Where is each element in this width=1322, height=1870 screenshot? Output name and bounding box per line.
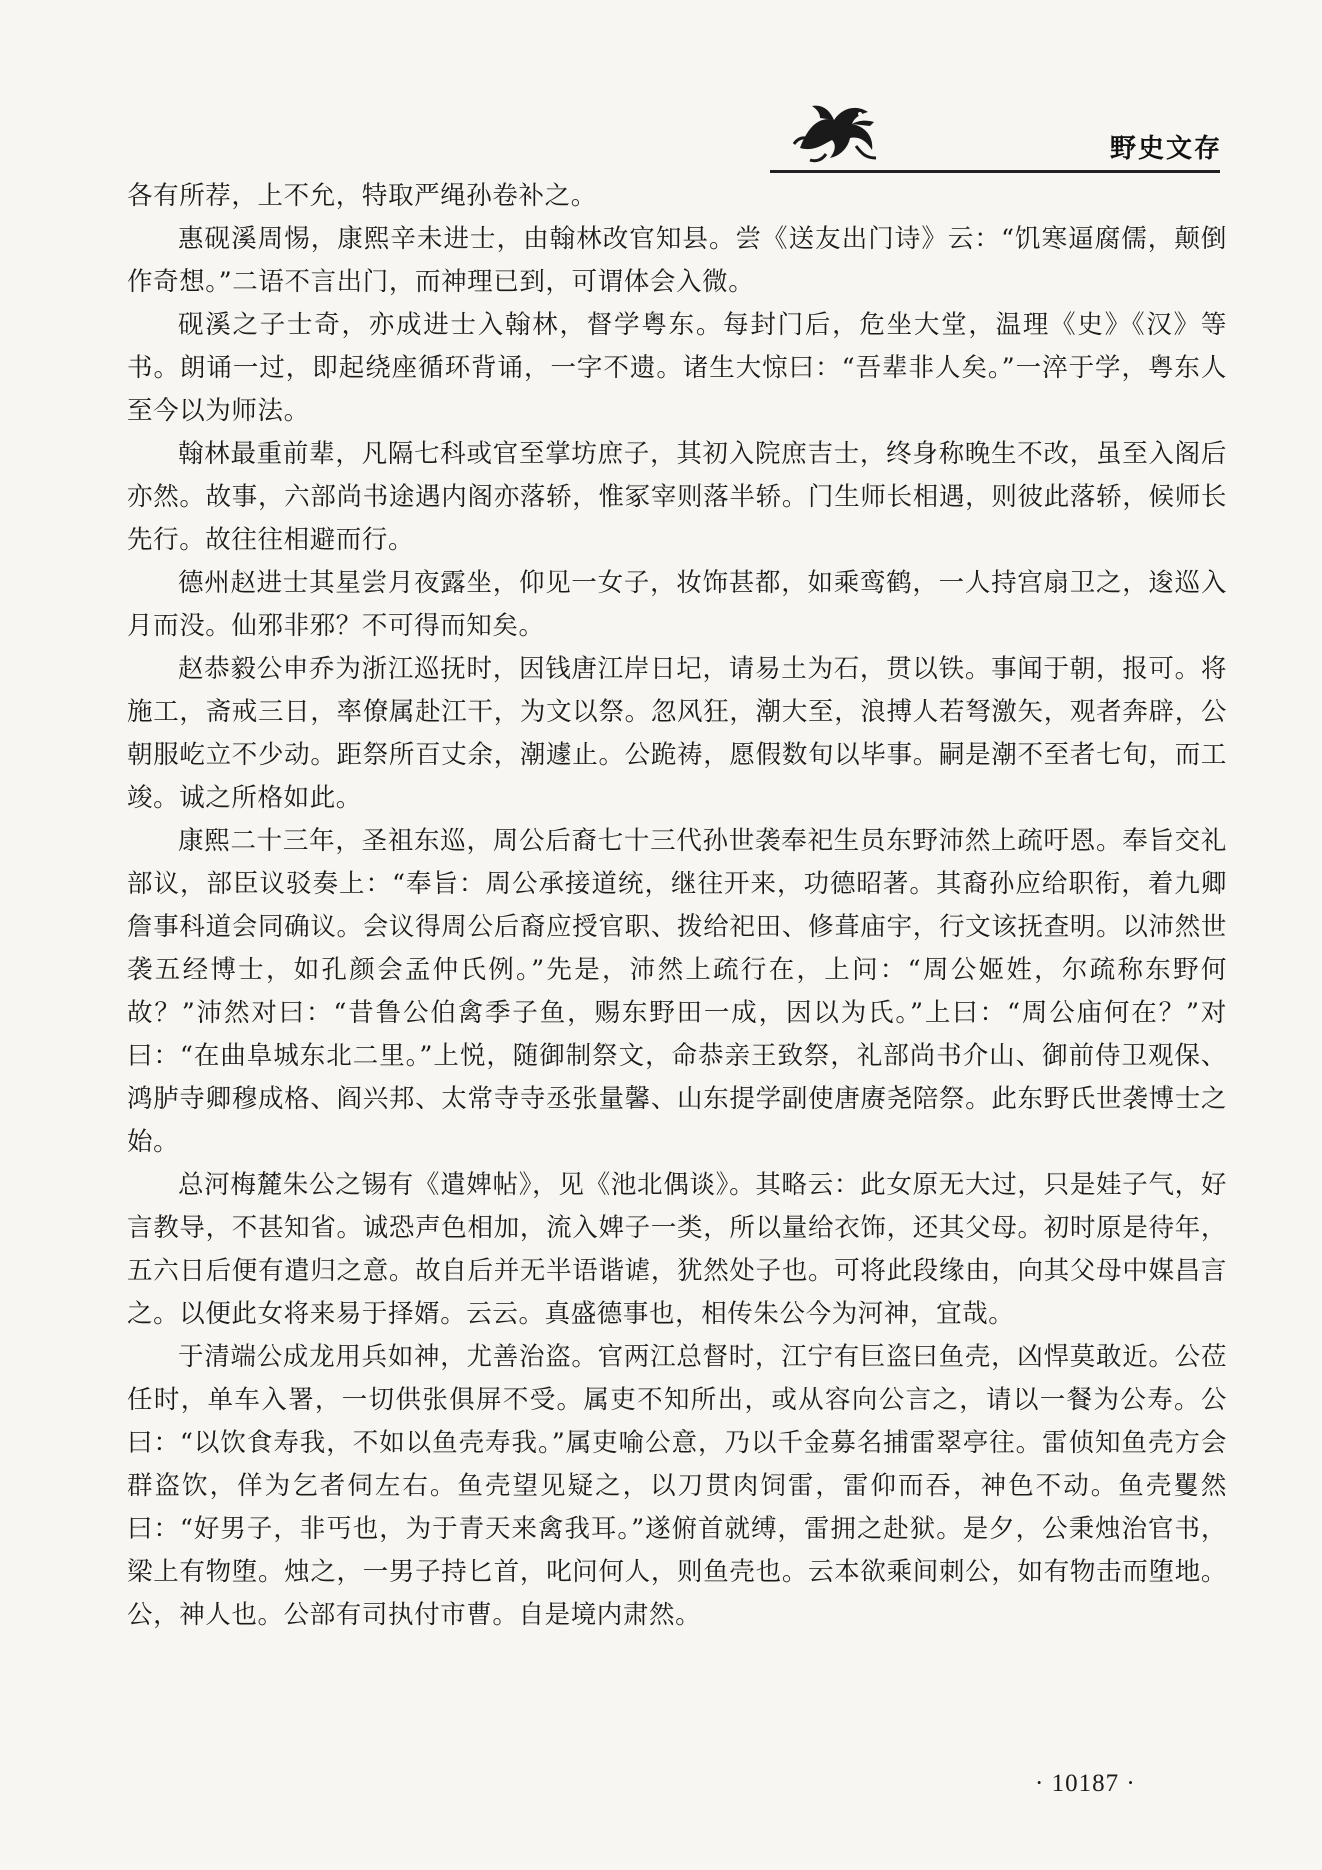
page-header: [0, 0, 1322, 170]
page-number: · 10187 ·: [1035, 1770, 1136, 1797]
paragraph: 总河梅麓朱公之锡有《遣婢帖》，见《池北偶谈》。其略云：此女原无大过，只是娃子气，好言教导，不甚知省。诚恐声色相加，流入婢子一类，所以量给衣饰，还其父母。初时原是待年，五六日后便有遣归之意。故自后并无半语谐谑，犹然处子也。可将此段缘由，向其父母中媒昌言之。以便此女将来易于择婿。云云。真盛德事也，相传朱公今为河神，宜哉。: [127, 1170, 1227, 1329]
paragraph: 赵恭毅公申乔为浙江巡抚时，因钱唐江岸日圮，请易土为石，贯以铁。事闻于朝，报可。将施工，斋戒三日，率僚属赴江干，为文以祭。忽风狂，潮大至，浪搏人若弩激矢，观者奔辟，公朝服屹立不少动。距祭所百丈余，潮遽止。公跪祷，愿假数旬以毕事。嗣是潮不至者七旬，而工竣。诚之所格如此。: [127, 654, 1227, 813]
paragraph: 于清端公成龙用兵如神，尤善治盗。官两江总督时，江宁有巨盗曰鱼壳，凶悍莫敢近。公莅任时，单车入署，一切供张俱屏不受。属吏不知所出，或从容向公言之，请以一餐为公寿。公曰：“以饮食寿我，不如以鱼壳寿我。”属吏喻公意，乃以千金募名捕雷翠亭往。雷侦知鱼壳方会群盗饮，佯为乞者伺左右。鱼壳望见疑之，以刀贯肉饲雷，雷仰而吞，神色不动。鱼壳矍然曰：“好男子，非丐也，为于青天来禽我耳。”遂俯首就缚，雷拥之赴狱。是夕，公秉烛治官书，梁上有物堕。烛之，一男子持匕首，叱问何人，则鱼壳也。云本欲乘间刺公，如有物击而堕地。公，神人也。公部有司执付市曹。自是境内肃然。: [127, 1342, 1227, 1630]
body-text: [127, 175, 1227, 1637]
paragraph: 砚溪之子士奇，亦成进士入翰林，督学粤东。每封门后，危坐大堂，温理《史》《汉》等书。朗诵一过，即起绕座循环背诵，一字不遗。诸生大惊曰：“吾辈非人矣。”一淬于学，粤东人至今以为师法。: [127, 310, 1227, 426]
paragraph: 翰林最重前辈，凡隔七科或官至掌坊庶子，其初入院庶吉士，终身称晚生不改，虽至入阁后亦然。故事，六部尚书途遇内阁亦落轿，惟冢宰则落半轿。门生师长相遇，则彼此落轿，候师长先行。故往往相避而行。: [127, 439, 1227, 555]
dragon-icon: [790, 96, 882, 166]
header-rule: [770, 170, 1220, 173]
series-title: 野史文存: [1110, 134, 1223, 164]
paragraph: 惠砚溪周惕，康熙辛未进士，由翰林改官知县。尝《送友出门诗》云：“饥寒逼腐儒，颠倒作奇想。”二语不言出门，而神理已到，可谓体会入微。: [127, 224, 1227, 297]
paragraph: 德州赵进士其星尝月夜露坐，仰见一女子，妆饰甚都，如乘鸾鹤，一人持宫扇卫之，逡巡入月而没。仙邪非邪？不可得而知矣。: [127, 568, 1227, 641]
paragraph: 各有所荐，上不允，特取严绳孙卷补之。: [127, 181, 597, 211]
paragraph: 康熙二十三年，圣祖东巡，周公后裔七十三代孙世袭奉祀生员东野沛然上疏吁恩。奉旨交礼部议，部臣议驳奏上：“奉旨：周公承接道统，继往开来，功德昭著。其裔孙应给职衔，着九卿詹事科道会同确议。会议得周公后裔应授官职、拨给祀田、修葺庙宇，行文该抚查明。以沛然世袭五经博士，如孔颜会孟仲氏例。”先是，沛然上疏行在，上问：“周公姬姓，尔疏称东野何故？”沛然对曰：“昔鲁公伯禽季子鱼，赐东野田一成，因以为氏。”上曰：“周公庙何在？”对曰：“在曲阜城东北二里。”上悦，随御制祭文，命恭亲王致祭，礼部尚书介山、御前侍卫观保、鸿胪寺卿穆成格、阎兴邦、太常寺寺丞张量馨、山东提学副使唐赓尧陪祭。此东野氏世袭博士之始。: [127, 826, 1227, 1157]
